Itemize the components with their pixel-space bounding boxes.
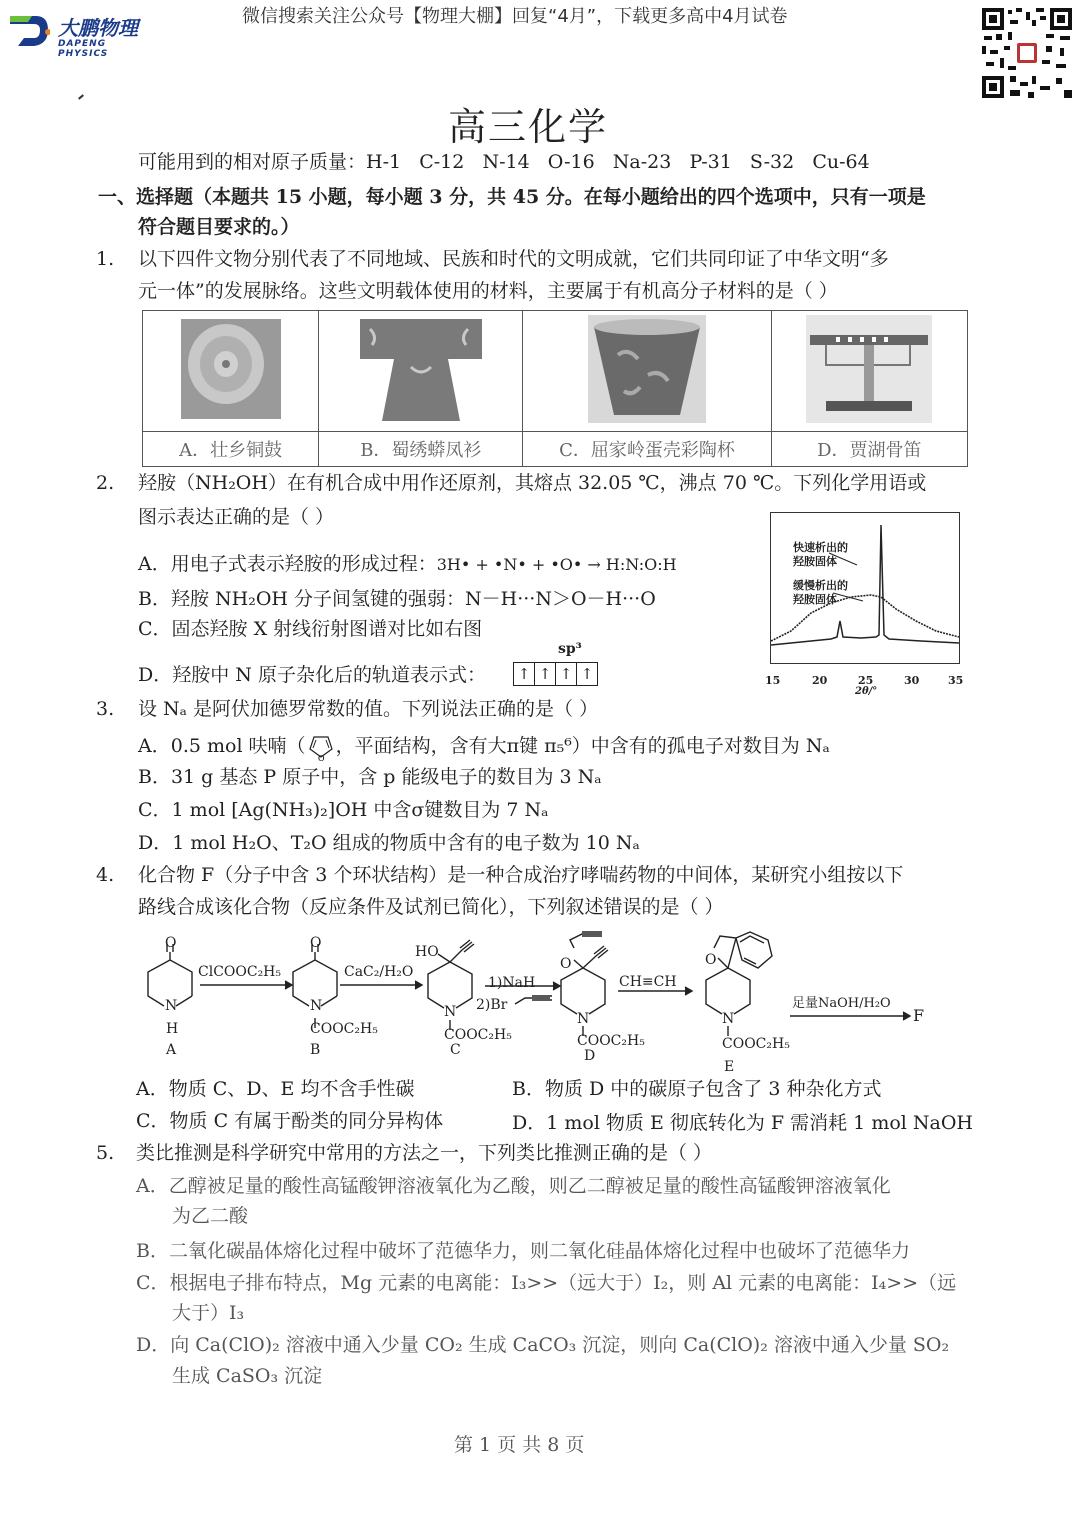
question-number: 5. — [96, 1142, 115, 1164]
option-d[interactable]: D．羟胺中 N 原子杂化后的轨道表示式： — [138, 664, 486, 686]
reagent-2: CaC₂/H₂O — [344, 964, 414, 980]
xrd-chart — [770, 512, 960, 664]
relic-image-cell — [771, 311, 967, 432]
option-b[interactable]: B．羟胺 NH₂OH 分子间氢键的强弱：N－H···N＞O－H···O — [138, 588, 656, 610]
reagent-3a: 1)NaH — [488, 975, 536, 991]
atom-label: HO — [415, 944, 439, 960]
x-tick: 25 — [858, 674, 874, 687]
option-b[interactable]: B．二氧化碳晶体熔化过程中破坏了范德华力，则二氧化硅晶体熔化过程中也破坏了范德华力 — [136, 1240, 910, 1262]
embroidered-robe-image — [356, 317, 486, 422]
option-d[interactable]: D．1 mol H₂O、T₂O 组成的物质中含有的电子数为 10 Nₐ — [138, 832, 640, 854]
question-stem: 化合物 F（分子中含 3 个环状结构）是一种合成治疗哮喘药物的中间体，某研究小组按以下 — [138, 864, 904, 886]
reagent-5: 足量NaOH/H₂O — [792, 996, 891, 1011]
question-number: 4. — [96, 864, 115, 886]
svg-text:O: O — [317, 754, 325, 761]
atom-label: N — [577, 1011, 590, 1027]
x-tick: 15 — [765, 674, 781, 687]
atom-label: N — [310, 998, 323, 1014]
atom-label: N — [722, 1011, 735, 1027]
atom-label: N — [165, 998, 178, 1014]
relic-caption: B．蜀绣蟒凤衫 — [319, 432, 523, 467]
atom-label: O — [310, 935, 322, 951]
compound-label-e: E — [724, 1059, 735, 1075]
furan-structure-icon — [306, 733, 336, 761]
relic-caption: C．屈家岭蛋壳彩陶杯 — [523, 432, 771, 467]
x-axis-label: 2θ/° — [855, 686, 878, 697]
atomic-masses-label: 可能用到的相对原子质量： — [138, 151, 367, 173]
relic-caption: D．贾湖骨笛 — [771, 432, 967, 467]
atom-label: N — [444, 1004, 457, 1020]
compound-label-c: C — [450, 1042, 461, 1058]
compound-label-a: A — [166, 1042, 177, 1058]
question-stem: 羟胺（NH₂OH）在有机合成中用作还原剂，其熔点 32.05 ℃，沸点 70 ℃。下列化学用语或 — [138, 472, 927, 494]
option-c-cont: 大于）I₃ — [172, 1302, 245, 1324]
dapeng-logo-icon — [8, 12, 50, 50]
relic-image-cell — [143, 311, 319, 432]
question-stem-cont: 路线合成该化合物（反应条件及试剂已简化），下列叙述错误的是（ ） — [138, 896, 724, 918]
option-d[interactable]: D．1 mol 物质 E 彻底转化为 F 需消耗 1 mol NaOH — [512, 1112, 973, 1134]
atom-label: O — [560, 956, 572, 972]
section-heading: 一、选择题（本题共 15 小题，每小题 3 分，共 45 分。在每小题给出的四个选项中，只有一项是 — [98, 186, 926, 208]
option-a[interactable]: A．用电子式表示羟胺的形成过程：3H• + •N• + •O• → H:N:O:H — [138, 553, 677, 575]
question-number: 2. — [96, 472, 115, 494]
legend-fast: 快速析出的 羟胺固体 — [793, 541, 848, 568]
question-stem: 以下四件文物分别代表了不同地域、民族和时代的文明成就，它们共同印证了中华文明“多 — [138, 248, 889, 270]
option-d-cont: 生成 CaSO₃ 沉淀 — [172, 1365, 323, 1387]
option-c[interactable]: C．1 mol [Ag(NH₃)₂]OH 中含σ键数目为 7 Nₐ — [138, 799, 549, 821]
pottery-cup-image — [588, 315, 706, 423]
question-stem: 类比推测是科学研究中常用的方法之一，下列类比推测正确的是（ ） — [136, 1142, 713, 1164]
page-title: 高三化学 — [448, 105, 609, 149]
option-b[interactable]: B．31 g 基态 P 原子中，含 p 能级电子的数目为 3 Nₐ — [138, 766, 602, 788]
atom-label: H — [166, 1021, 179, 1037]
x-tick: 30 — [904, 674, 920, 687]
orbital-diagram — [513, 662, 598, 686]
atom-label: O — [165, 935, 177, 951]
reagent-1: ClCOOC₂H₅ — [198, 964, 282, 980]
orbital-box: ↑ — [535, 663, 556, 685]
bone-flute-image — [806, 315, 932, 423]
compound-label-d: D — [584, 1048, 596, 1064]
scan-mark — [78, 94, 84, 99]
option-a[interactable]: A．物质 C、D、E 均不含手性碳 — [136, 1078, 415, 1100]
orbital-box: ↑ — [514, 663, 535, 685]
reagent-3b: 2)Br — [476, 997, 508, 1013]
question-stem: 设 Nₐ 是阿伏加德罗常数的值。下列说法正确的是（ ） — [138, 698, 599, 720]
relic-image-cell — [319, 311, 523, 432]
option-c[interactable]: C．固态羟胺 X 射线衍射图谱对比如右图 — [138, 618, 483, 640]
option-a-cont: 为乙二酸 — [172, 1205, 249, 1227]
logo-subtitle: DAPENG PHYSICS — [58, 39, 109, 59]
question-stem-cont: 图示表达正确的是（ ） — [138, 506, 335, 528]
x-tick: 35 — [948, 674, 964, 687]
question-number: 1. — [96, 248, 115, 270]
logo-title: 大鹏物理 — [58, 16, 138, 40]
compound-label-f: F — [913, 1006, 925, 1025]
relic-caption: A．壮乡铜鼓 — [143, 432, 319, 467]
atomic-masses-values: H-1 C-12 N-14 O-16 Na-23 P-31 S-32 Cu-64 — [366, 151, 870, 173]
option-c[interactable]: C．根据电子排布特点，Mg 元素的电离能：I₃>>（远大于）I₂，则 Al 元素的电离能：I₄>>（远 — [136, 1272, 957, 1294]
qr-code-icon — [980, 6, 1074, 100]
header-notice: 微信搜索关注公众号【物理大棚】回复“4月”，下载更多高中4月试卷 — [242, 6, 788, 27]
section-heading-cont: 符合题目要求的。） — [138, 216, 300, 238]
ester-group: COOC₂H₅ — [444, 1027, 512, 1043]
option-a[interactable]: A．0.5 mol 呋喃（ O ，平面结构，含有大π键 π₅⁶）中含有的孤电子对数目为 Nₐ — [138, 735, 830, 761]
option-d[interactable]: D．向 Ca(ClO)₂ 溶液中通入少量 CO₂ 生成 CaCO₃ 沉淀，则向 Ca(ClO)₂ 溶液中通入少量 SO₂ — [136, 1334, 950, 1356]
relics-table — [142, 310, 968, 467]
option-c[interactable]: C．物质 C 有属于酚类的同分异构体 — [136, 1110, 444, 1132]
qr-code[interactable] — [980, 6, 1074, 100]
relic-image-cell — [523, 311, 771, 432]
ester-group: COOC₂H₅ — [722, 1036, 790, 1052]
option-a[interactable]: A．乙醇被足量的酸性高锰酸钾溶液氧化为乙酸，则乙二醇被足量的酸性高锰酸钾溶液氧化 — [136, 1175, 891, 1197]
atom-label: O — [705, 952, 717, 968]
legend-slow: 缓慢析出的 羟胺固体 — [793, 579, 848, 606]
option-b[interactable]: B．物质 D 中的碳原子包含了 3 种杂化方式 — [512, 1078, 882, 1100]
electron-formula: 3H• + •N• + •O• → H:N:O:H — [436, 555, 677, 574]
compound-label-b: B — [310, 1042, 321, 1058]
orbital-label: sp³ — [558, 641, 582, 657]
logo — [8, 12, 158, 59]
orbital-box: ↑ — [580, 665, 594, 683]
bronze-drum-image — [181, 319, 281, 419]
x-tick: 20 — [812, 674, 828, 687]
ester-group: COOC₂H₅ — [310, 1021, 378, 1037]
ester-group: COOC₂H₅ — [577, 1033, 645, 1049]
reagent-4: CH≡CH — [619, 974, 677, 990]
question-number: 3. — [96, 698, 115, 720]
page-footer: 第 1 页 共 8 页 — [454, 1434, 585, 1456]
atomic-masses — [138, 147, 870, 177]
question-stem-cont: 元一体”的发展脉络。这些文明载体使用的材料，主要属于有机高分子材料的是（ ） — [138, 280, 838, 302]
orbital-box: ↑ — [556, 663, 577, 685]
